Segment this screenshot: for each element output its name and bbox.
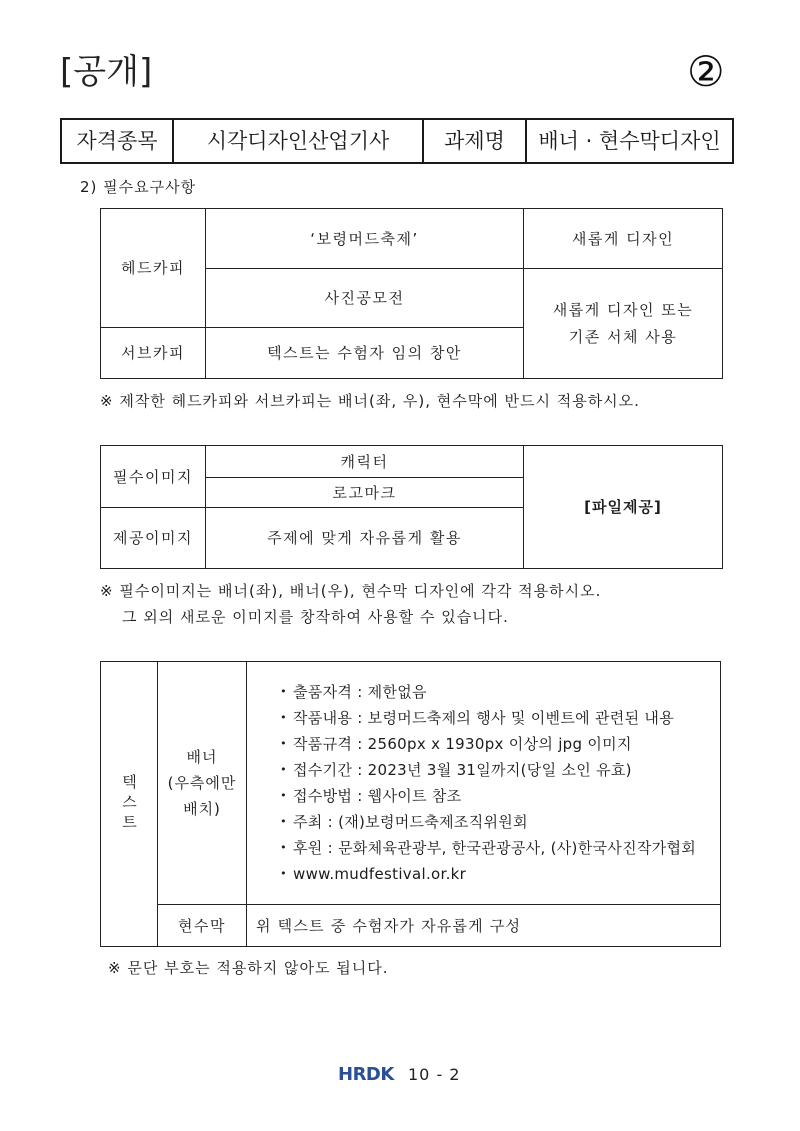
list-item-text: www.mudfestival.or.kr [293,865,467,883]
text-label: 텍스트 [120,774,138,834]
image-note-line: 그 외의 새로운 이미지를 창작하여 사용할 수 있습니다. [122,608,509,626]
headcopy-main-rule: 새롭게 디자인 [571,229,675,248]
list-item [274,705,674,731]
qualification-label: 자격종목 [76,129,158,153]
headcopy-main: ‘보령머드축제’ [310,229,419,248]
list-item-text: 출품자격 : 제한없음 [293,683,427,701]
hrdk-logo: HRDK [338,1064,394,1085]
list-item-text: 작품내용 : 보령머드축제의 행사 및 이벤트에 관련된 내용 [293,709,675,727]
list-item [274,783,461,809]
subcopy-value-cell [205,327,524,379]
bullet-icon: • [280,789,287,802]
bullet-icon: • [280,711,287,724]
bullet-icon: • [280,763,287,776]
page-marker: ② [687,47,725,96]
bullet-icon: • [280,841,287,854]
required-image-item-cell [205,477,524,508]
placard-value-cell [246,904,721,947]
banner-text-list [246,661,721,905]
headcopy-label: 헤드카피 [121,259,185,277]
required-image-label-cell [100,445,206,508]
banner-label-line: (우측에만 [167,774,237,792]
list-item [274,757,632,783]
text-label-cell [100,661,158,947]
placard-value: 위 텍스트 중 수험자가 자유롭게 구성 [256,916,522,935]
provided-image-label: 제공이미지 [113,529,193,547]
headcopy-main-cell [205,208,524,269]
required-image-item: 캐릭터 [340,452,389,471]
provided-image-value-cell [205,507,524,569]
banner-label-cell [157,661,247,905]
headcopy-sub: 사진공모전 [324,289,405,307]
qualification-value-cell [172,118,424,164]
list-item-text: 후원 : 문화체육관광부, 한국관광공사, (사)한국사진작가협회 [293,839,697,857]
bullet-icon: • [280,867,287,880]
subcopy-value: 텍스트는 수험자 임의 창안 [267,344,462,362]
bullet-icon: • [280,815,287,828]
list-item [274,861,466,887]
placard-label-cell [157,904,247,947]
task-value-cell [525,118,734,164]
required-image-item: 로고마크 [332,483,397,502]
shared-rule-line: 기존 서체 사용 [568,327,678,346]
shared-rule-cell [523,268,723,379]
task-value: 배너 · 현수막디자인 [538,129,721,153]
requirements-title: 2) 필수요구사항 [80,178,197,196]
subcopy-label-cell [100,327,206,379]
qualification-label-cell [60,118,174,164]
task-label: 과제명 [444,129,505,153]
shared-rule-line: 새롭게 디자인 또는 [552,300,694,319]
list-item [274,835,696,861]
subcopy-label: 서브카피 [121,344,185,362]
list-item [274,809,528,835]
list-item-text: 접수기간 : 2023년 3월 31일까지(당일 소인 유효) [293,761,632,779]
list-item [274,679,427,705]
headcopy-main-rule-cell [523,208,723,269]
file-provided-cell [523,445,723,569]
required-image-label: 필수이미지 [113,467,193,486]
placard-label: 현수막 [178,916,226,935]
qualification-value: 시각디자인산업기사 [206,129,390,153]
required-image-item-cell [205,445,524,478]
task-label-cell [422,118,527,164]
file-provided-note: [파일제공] [584,498,662,516]
provided-image-label-cell [100,507,206,569]
bullet-icon: • [280,737,287,750]
page-number: 10 - 2 [408,1065,461,1084]
list-item [274,731,632,757]
list-item-text: 접수방법 : 웹사이트 참조 [293,787,462,805]
banner-label-line: 배너 [186,748,218,766]
bullet-icon: • [280,685,287,698]
provided-image-value: 주제에 맞게 자유롭게 활용 [267,529,462,547]
image-note-line: ※ 필수이미지는 배너(좌), 배너(우), 현수막 디자인에 각각 적용하시오. [100,582,602,600]
disclosure-label: [공개] [60,52,153,92]
list-item-text: 작품규격 : 2560px x 1930px 이상의 jpg 이미지 [293,735,632,753]
headcopy-label-cell [100,208,206,328]
banner-label-line: 배치) [183,800,221,818]
list-item-text: 주최 : (재)보령머드축제조직위원회 [293,813,528,831]
text-note: ※ 문단 부호는 적용하지 않아도 됩니다. [108,959,389,977]
headcopy-sub-cell [205,268,524,328]
copy-note: ※ 제작한 헤드카피와 서브카피는 배너(좌, 우), 현수막에 반드시 적용하시오. [100,392,640,410]
